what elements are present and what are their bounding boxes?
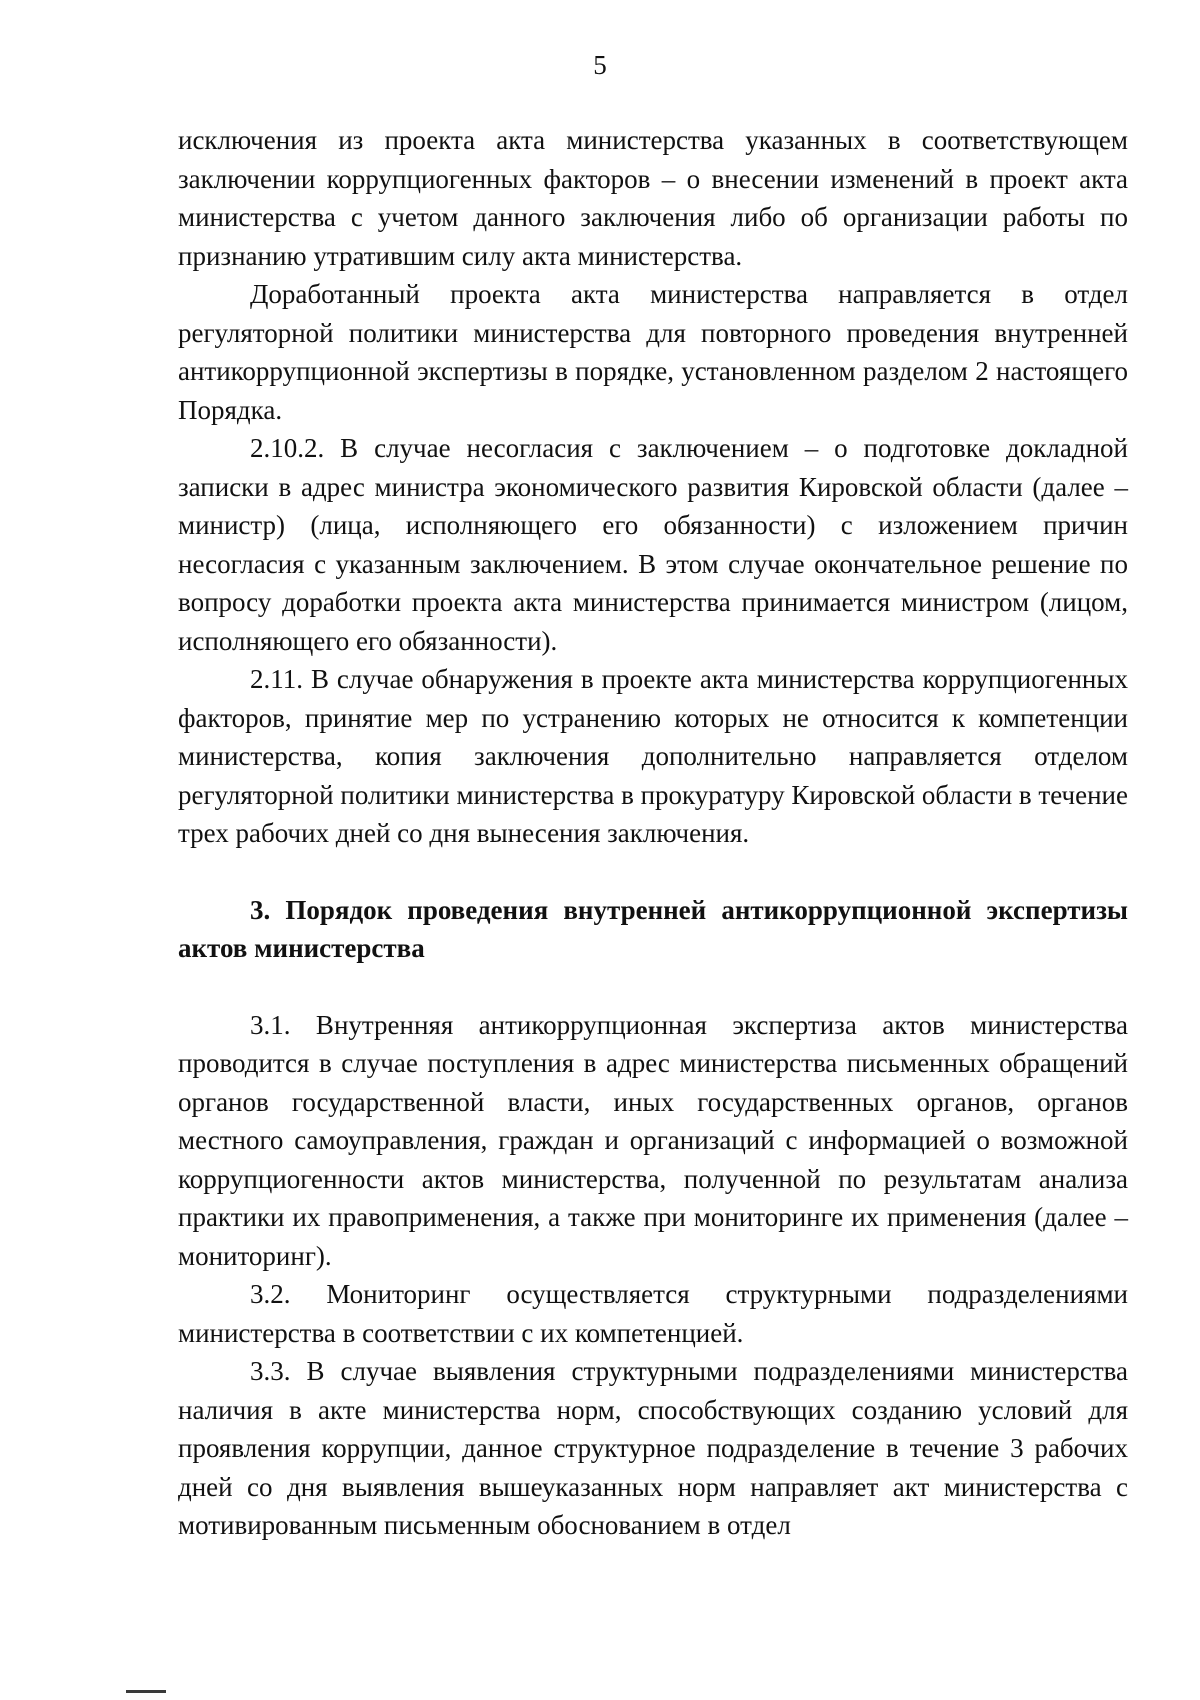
paragraph-revised-draft: Доработанный проекта акта министерства направляется в отдел регуляторной политики министерства для повторного проведения внутренней антикоррупционной экспертизы в порядке, установленном разделом 2 настоящего Порядка.: [178, 279, 1128, 425]
paragraph-3-3: 3.3. В случае выявления структурными подразделениями министерства наличия в акте министерства норм, способствующих созданию условий для проявления коррупции, данное структурное подразделение в течение 3 рабочих дней со дня выявления вышеуказанных норм направляет акт министерства с мотивированным письменным обоснованием в отдел: [178, 1356, 1128, 1540]
paragraph-2-10-2: 2.10.2. В случае несогласия с заключением – о подготовке докладной записки в адрес министра экономического развития Кировской области (далее – министр) (лица, исполняющего его обязанности) с изложением причин несогласия с указанным заключением. В этом случае окончательное решение по вопросу доработки проекта акта министерства принимается министром (лицом, исполняющего его обязанности).: [178, 433, 1128, 656]
paragraph-3-2: 3.2. Мониторинг осуществляется структурными подразделениями министерства в соответствии с их компетенцией.: [178, 1279, 1128, 1348]
scan-artifact-line: [126, 1690, 166, 1693]
document-body: [178, 121, 1128, 1545]
spacer: [178, 968, 1128, 1006]
spacer: [178, 853, 1128, 891]
paragraph-3-1: 3.1. Внутренняя антикоррупционная экспертиза актов министерства проводится в случае поступления в адрес министерства письменных обращений органов государственной власти, иных государственных органов, органов местного самоуправления, граждан и организаций с информацией о возможной коррупциогенности актов министерства, полученной по результатам анализа практики их правоприменения, а также при мониторинге их применения (далее – мониторинг).: [178, 1009, 1128, 1271]
paragraph-continuation: исключения из проекта акта министерства указанных в соответствующем заключении коррупциогенных факторов – о внесении изменений в проект акта министерства с учетом данного заключения либо об организации работы по признанию утратившим силу акта министерства.: [178, 125, 1128, 271]
section-heading: 3. Порядок проведения внутренней антикоррупционной экспертизы актов министерства: [178, 894, 1128, 963]
page-number: 5: [593, 50, 607, 80]
paragraph-2-11: 2.11. В случае обнаружения в проекте акта министерства коррупциогенных факторов, принятие мер по устранению которых не относится к компетенции министерства, копия заключения дополнительно направляется отделом регуляторной политики министерства в прокуратуру Кировской области в течение трех рабочих дней со дня вынесения заключения.: [178, 664, 1128, 848]
